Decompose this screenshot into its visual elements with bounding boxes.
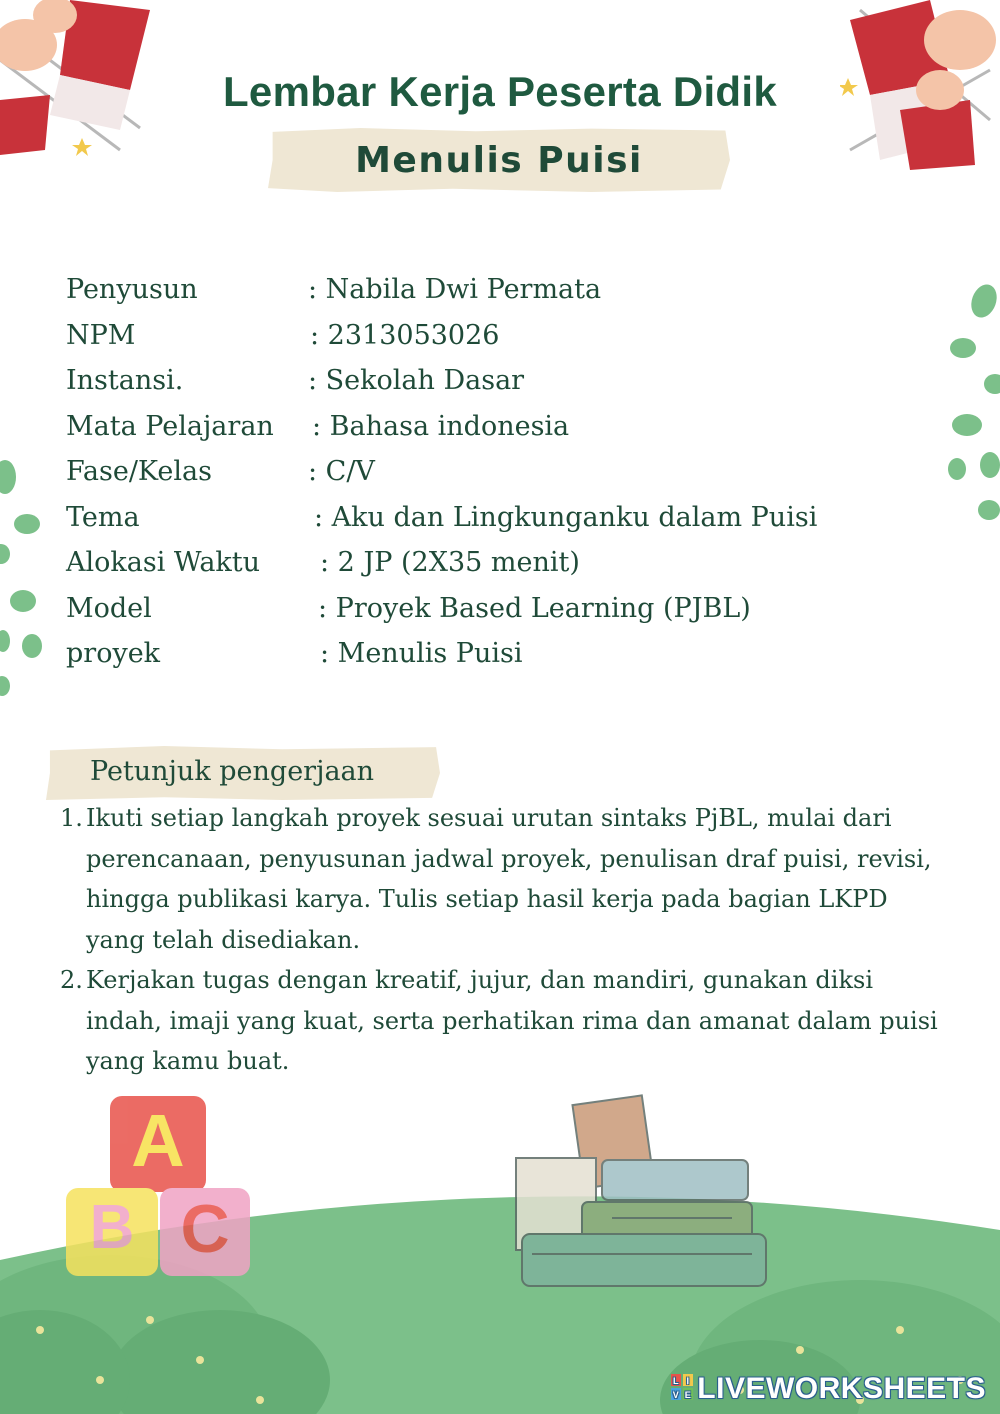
info-value: : Sekolah Dasar: [308, 365, 525, 396]
info-value: : Aku dan Lingkunganku dalam Puisi: [314, 501, 818, 533]
info-row-npm: [66, 313, 946, 359]
svg-text:E: E: [685, 1390, 692, 1401]
info-label: Model: [66, 592, 152, 624]
instruction-step: [60, 960, 950, 1082]
abc-blocks-illustration: [60, 1096, 260, 1276]
info-label: proyek: [66, 638, 161, 669]
block-b-letter: B: [89, 1193, 135, 1262]
liveworksheets-logo-icon: [671, 1374, 693, 1400]
info-row-alokasi-waktu: [66, 540, 946, 586]
step-text: Kerjakan tugas dengan kreatif, jujur, dan mandiri, gunakan diksi indah, imaji yang kuat, serta perhatikan rima dan amanat dalam puisi yang kamu buat.: [86, 966, 938, 1075]
worksheet-subtitle: Menulis Puisi: [355, 140, 643, 181]
info-value: : Bahasa indonesia: [312, 410, 570, 442]
liveworksheets-brand: [671, 1372, 986, 1406]
info-row-instansi: [66, 358, 946, 404]
info-row-proyek: [66, 631, 946, 677]
info-value: : Proyek Based Learning (PJBL): [318, 592, 751, 624]
block-c-letter: C: [180, 1191, 230, 1267]
step-number: 1.: [60, 804, 83, 832]
info-value: : 2313053026: [310, 319, 500, 351]
info-label: Tema: [66, 501, 140, 533]
info-label: Fase/Kelas: [66, 456, 212, 487]
info-row-penyusun: [66, 267, 946, 313]
svg-text:L: L: [673, 1376, 680, 1387]
instructions-list: [60, 798, 950, 1082]
info-row-fase-kelas: [66, 449, 946, 495]
book-stack-illustration: [512, 1094, 774, 1294]
instruction-step: [60, 798, 950, 960]
info-label: Alokasi Waktu: [66, 547, 261, 578]
info-value: : C/V: [308, 456, 375, 487]
instructions-title: Petunjuk pengerjaan: [90, 756, 375, 787]
worksheet-title: Lembar Kerja Peserta Didik: [222, 68, 778, 115]
identity-table: [66, 267, 946, 677]
info-row-mata-pelajaran: [66, 404, 946, 450]
info-value: : 2 JP (2X35 menit): [320, 547, 580, 578]
info-row-tema: [66, 495, 946, 541]
svg-text:I: I: [686, 1376, 690, 1387]
block-a-letter: A: [131, 1099, 185, 1182]
info-label: Penyusun: [66, 274, 198, 305]
svg-text:V: V: [673, 1390, 680, 1401]
info-label: NPM: [66, 319, 136, 351]
step-number: 2.: [60, 966, 83, 994]
info-value: : Nabila Dwi Permata: [308, 274, 602, 305]
info-row-model: [66, 586, 946, 632]
info-label: Instansi.: [66, 365, 184, 396]
info-label: Mata Pelajaran: [66, 410, 274, 442]
step-text: Ikuti setiap langkah proyek sesuai urutan sintaks PjBL, mulai dari perencanaan, penyusunan jadwal proyek, penulisan draf puisi, revisi, hingga publikasi karya. Tulis setiap hasil kerja pada bagian LKPD yang telah disediakan.: [86, 804, 932, 954]
info-value: : Menulis Puisi: [320, 638, 523, 669]
liveworksheets-name: LIVEWORKSHEETS: [697, 1372, 986, 1405]
